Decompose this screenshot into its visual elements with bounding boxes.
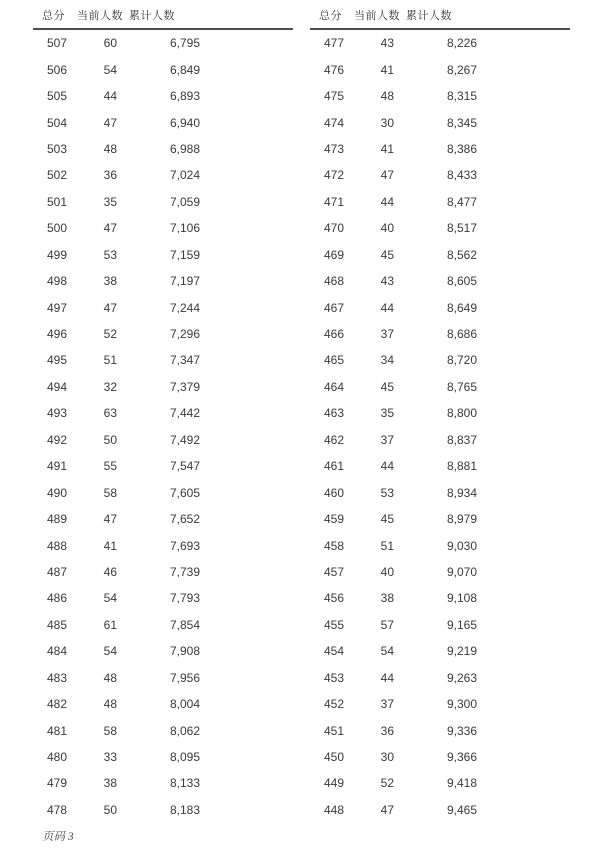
current-count-cell: 46: [103, 564, 117, 579]
table-row: [33, 612, 293, 638]
score-cell: 461: [323, 459, 344, 474]
cumulative-count-cell: 7,442: [169, 406, 200, 421]
current-count-cell: 53: [380, 485, 394, 500]
current-count-cell: 45: [380, 512, 394, 527]
cumulative-count-cell: 7,652: [169, 512, 200, 527]
cumulative-count-cell: 8,267: [446, 62, 477, 77]
current-count-cell: 47: [103, 300, 117, 315]
current-count-cell: 60: [103, 36, 117, 51]
cumulative-count-cell: 7,547: [169, 459, 200, 474]
score-cell: 451: [323, 723, 344, 738]
cumulative-count-cell: 9,165: [446, 617, 477, 632]
score-cell: 504: [46, 115, 67, 130]
score-cell: 506: [46, 62, 67, 77]
table-row: [33, 532, 293, 558]
current-count-cell: 43: [380, 36, 394, 51]
table-row: [33, 479, 293, 505]
score-cell: 469: [323, 247, 344, 262]
cumulative-count-cell: 9,108: [446, 591, 477, 606]
column-header-score: 总分: [42, 10, 65, 22]
current-count-cell: 47: [380, 168, 394, 183]
score-cell: 466: [323, 327, 344, 342]
cumulative-count-cell: 6,849: [169, 62, 200, 77]
current-count-cell: 52: [103, 327, 117, 342]
score-cell: 480: [46, 750, 67, 765]
table-row: [310, 585, 570, 611]
table-row: [310, 797, 570, 823]
cumulative-count-cell: 8,477: [446, 194, 477, 209]
cumulative-count-cell: 8,686: [446, 327, 477, 342]
score-cell: 456: [323, 591, 344, 606]
score-cell: 494: [46, 379, 67, 394]
table-row: [33, 453, 293, 479]
cumulative-count-cell: 9,366: [446, 750, 477, 765]
current-count-cell: 33: [103, 750, 117, 765]
table-row: [310, 612, 570, 638]
table-row: [33, 347, 293, 373]
table-row: [33, 665, 293, 691]
score-cell: 474: [323, 115, 344, 130]
column-header-cumulative-count: 累计人数: [129, 10, 175, 22]
table-row: [310, 136, 570, 162]
table-row: [310, 30, 570, 56]
current-count-cell: 48: [103, 141, 117, 156]
table-body-right: [310, 30, 570, 823]
cumulative-count-cell: 8,095: [169, 750, 200, 765]
cumulative-count-cell: 8,062: [169, 723, 200, 738]
current-count-cell: 45: [380, 247, 394, 262]
cumulative-count-cell: 8,881: [446, 459, 477, 474]
table-row: [33, 506, 293, 532]
cumulative-count-cell: 8,934: [446, 485, 477, 500]
score-cell: 493: [46, 406, 67, 421]
table-row: [310, 268, 570, 294]
score-cell: 467: [323, 300, 344, 315]
score-cell: 477: [323, 36, 344, 51]
current-count-cell: 35: [380, 406, 394, 421]
current-count-cell: 55: [103, 459, 117, 474]
table-body-left: [33, 30, 293, 823]
current-count-cell: 50: [103, 432, 117, 447]
current-count-cell: 41: [380, 141, 394, 156]
table-row: [310, 189, 570, 215]
current-count-cell: 38: [380, 591, 394, 606]
current-count-cell: 54: [103, 591, 117, 606]
cumulative-count-cell: 7,793: [169, 591, 200, 606]
cumulative-count-cell: 8,004: [169, 697, 200, 712]
current-count-cell: 54: [103, 644, 117, 659]
table-row: [33, 585, 293, 611]
table-row: [310, 532, 570, 558]
cumulative-count-cell: 7,605: [169, 485, 200, 500]
cumulative-count-cell: 7,908: [169, 644, 200, 659]
cumulative-count-cell: 8,649: [446, 300, 477, 315]
cumulative-count-cell: 9,465: [446, 802, 477, 817]
current-count-cell: 52: [380, 776, 394, 791]
cumulative-count-cell: 9,030: [446, 538, 477, 553]
table-row: [310, 83, 570, 109]
cumulative-count-cell: 8,315: [446, 89, 477, 104]
current-count-cell: 45: [380, 379, 394, 394]
score-cell: 455: [323, 617, 344, 632]
table-row: [33, 242, 293, 268]
score-cell: 489: [46, 512, 67, 527]
current-count-cell: 40: [380, 221, 394, 236]
table-row: [310, 479, 570, 505]
cumulative-count-cell: 8,386: [446, 141, 477, 156]
score-cell: 473: [323, 141, 344, 156]
score-cell: 495: [46, 353, 67, 368]
current-count-cell: 57: [380, 617, 394, 632]
table-row: [33, 162, 293, 188]
score-cell: 453: [323, 670, 344, 685]
current-count-cell: 41: [380, 62, 394, 77]
cumulative-count-cell: 6,795: [169, 36, 200, 51]
table-row: [33, 559, 293, 585]
score-cell: 500: [46, 221, 67, 236]
page-number: 页码 3: [42, 831, 74, 843]
current-count-cell: 53: [103, 247, 117, 262]
current-count-cell: 30: [380, 750, 394, 765]
table-row: [33, 268, 293, 294]
score-cell: 463: [323, 406, 344, 421]
score-cell: 487: [46, 564, 67, 579]
table-row: [310, 506, 570, 532]
table-row: [33, 374, 293, 400]
current-count-cell: 47: [380, 802, 394, 817]
cumulative-count-cell: 8,345: [446, 115, 477, 130]
current-count-cell: 44: [103, 89, 117, 104]
table-row: [33, 717, 293, 743]
score-cell: 503: [46, 141, 67, 156]
score-cell: 459: [323, 512, 344, 527]
current-count-cell: 44: [380, 194, 394, 209]
current-count-cell: 61: [103, 617, 117, 632]
cumulative-count-cell: 7,106: [169, 221, 200, 236]
score-cell: 484: [46, 644, 67, 659]
cumulative-count-cell: 8,765: [446, 379, 477, 394]
cumulative-count-cell: 7,739: [169, 564, 200, 579]
table-row: [33, 427, 293, 453]
current-count-cell: 37: [380, 327, 394, 342]
score-cell: 498: [46, 274, 67, 289]
score-cell: 478: [46, 802, 67, 817]
score-cell: 472: [323, 168, 344, 183]
score-cell: 457: [323, 564, 344, 579]
score-cell: 460: [323, 485, 344, 500]
table-row: [310, 559, 570, 585]
cumulative-count-cell: 6,893: [169, 89, 200, 104]
cumulative-count-cell: 7,379: [169, 379, 200, 394]
score-cell: 481: [46, 723, 67, 738]
table-row: [310, 717, 570, 743]
current-count-cell: 40: [380, 564, 394, 579]
table-row: [33, 770, 293, 796]
table-row: [33, 109, 293, 135]
score-cell: 501: [46, 194, 67, 209]
current-count-cell: 51: [103, 353, 117, 368]
current-count-cell: 58: [103, 485, 117, 500]
table-row: [310, 347, 570, 373]
current-count-cell: 58: [103, 723, 117, 738]
current-count-cell: 37: [380, 697, 394, 712]
table-row: [33, 30, 293, 56]
table-row: [33, 400, 293, 426]
current-count-cell: 63: [103, 406, 117, 421]
score-cell: 499: [46, 247, 67, 262]
current-count-cell: 36: [103, 168, 117, 183]
cumulative-count-cell: 8,837: [446, 432, 477, 447]
score-cell: 458: [323, 538, 344, 553]
table-row: [310, 215, 570, 241]
score-cell: 488: [46, 538, 67, 553]
current-count-cell: 35: [103, 194, 117, 209]
score-cell: 483: [46, 670, 67, 685]
cumulative-count-cell: 8,433: [446, 168, 477, 183]
table-row: [33, 215, 293, 241]
table-row: [33, 189, 293, 215]
cumulative-count-cell: 7,296: [169, 327, 200, 342]
score-cell: 486: [46, 591, 67, 606]
score-cell: 491: [46, 459, 67, 474]
cumulative-count-cell: 7,492: [169, 432, 200, 447]
cumulative-count-cell: 8,800: [446, 406, 477, 421]
cumulative-count-cell: 7,347: [169, 353, 200, 368]
cumulative-count-cell: 8,183: [169, 802, 200, 817]
cumulative-count-cell: 7,693: [169, 538, 200, 553]
score-cell: 454: [323, 644, 344, 659]
table-row: [310, 294, 570, 320]
cumulative-count-cell: 7,059: [169, 194, 200, 209]
table-row: [310, 453, 570, 479]
current-count-cell: 43: [380, 274, 394, 289]
column-header-current-count: 当前人数: [77, 10, 123, 22]
table-row: [310, 665, 570, 691]
current-count-cell: 44: [380, 670, 394, 685]
table-row: [310, 427, 570, 453]
current-count-cell: 50: [103, 802, 117, 817]
cumulative-count-cell: 8,517: [446, 221, 477, 236]
current-count-cell: 48: [103, 697, 117, 712]
table-row: [310, 56, 570, 82]
score-cell: 471: [323, 194, 344, 209]
cumulative-count-cell: 8,226: [446, 36, 477, 51]
current-count-cell: 48: [380, 89, 394, 104]
score-cell: 475: [323, 89, 344, 104]
score-cell: 462: [323, 432, 344, 447]
cumulative-count-cell: 7,854: [169, 617, 200, 632]
current-count-cell: 30: [380, 115, 394, 130]
current-count-cell: 47: [103, 115, 117, 130]
table-row: [310, 400, 570, 426]
current-count-cell: 38: [103, 274, 117, 289]
current-count-cell: 38: [103, 776, 117, 791]
table-row: [33, 136, 293, 162]
cumulative-count-cell: 7,197: [169, 274, 200, 289]
cumulative-count-cell: 8,720: [446, 353, 477, 368]
score-cell: 496: [46, 327, 67, 342]
table-row: [310, 109, 570, 135]
column-header-current-count: 当前人数: [354, 10, 400, 22]
cumulative-count-cell: 9,263: [446, 670, 477, 685]
current-count-cell: 44: [380, 459, 394, 474]
score-cell: 497: [46, 300, 67, 315]
score-cell: 468: [323, 274, 344, 289]
current-count-cell: 44: [380, 300, 394, 315]
table-row: [310, 162, 570, 188]
table-row: [33, 321, 293, 347]
score-cell: 482: [46, 697, 67, 712]
table-row: [310, 744, 570, 770]
cumulative-count-cell: 7,024: [169, 168, 200, 183]
cumulative-count-cell: 9,300: [446, 697, 477, 712]
current-count-cell: 48: [103, 670, 117, 685]
table-row: [310, 242, 570, 268]
cumulative-count-cell: 7,956: [169, 670, 200, 685]
score-cell: 479: [46, 776, 67, 791]
table-header-right: [310, 0, 570, 28]
current-count-cell: 54: [103, 62, 117, 77]
current-count-cell: 47: [103, 221, 117, 236]
score-cell: 490: [46, 485, 67, 500]
score-cell: 465: [323, 353, 344, 368]
table-row: [33, 797, 293, 823]
score-cell: 470: [323, 221, 344, 236]
score-cell: 485: [46, 617, 67, 632]
cumulative-count-cell: 8,562: [446, 247, 477, 262]
cumulative-count-cell: 6,940: [169, 115, 200, 130]
cumulative-count-cell: 7,159: [169, 247, 200, 262]
cumulative-count-cell: 8,979: [446, 512, 477, 527]
column-header-cumulative-count: 累计人数: [406, 10, 452, 22]
score-cell: 449: [323, 776, 344, 791]
current-count-cell: 51: [380, 538, 394, 553]
table-row: [310, 691, 570, 717]
column-header-score: 总分: [319, 10, 342, 22]
cumulative-count-cell: 9,418: [446, 776, 477, 791]
table-row: [310, 321, 570, 347]
table-row: [33, 638, 293, 664]
current-count-cell: 34: [380, 353, 394, 368]
score-cell: 507: [46, 36, 67, 51]
score-cell: 464: [323, 379, 344, 394]
current-count-cell: 41: [103, 538, 117, 553]
table-row: [310, 374, 570, 400]
table-row: [33, 691, 293, 717]
cumulative-count-cell: 8,605: [446, 274, 477, 289]
current-count-cell: 32: [103, 379, 117, 394]
score-cell: 452: [323, 697, 344, 712]
score-cell: 476: [323, 62, 344, 77]
current-count-cell: 47: [103, 512, 117, 527]
score-cell: 450: [323, 750, 344, 765]
table-header-left: [33, 0, 293, 28]
table-row: [33, 83, 293, 109]
current-count-cell: 54: [380, 644, 394, 659]
score-table-left: [33, 0, 293, 823]
score-cell: 505: [46, 89, 67, 104]
current-count-cell: 37: [380, 432, 394, 447]
current-count-cell: 36: [380, 723, 394, 738]
cumulative-count-cell: 9,070: [446, 564, 477, 579]
table-row: [310, 638, 570, 664]
score-cell: 492: [46, 432, 67, 447]
cumulative-count-cell: 9,336: [446, 723, 477, 738]
cumulative-count-cell: 6,988: [169, 141, 200, 156]
cumulative-count-cell: 7,244: [169, 300, 200, 315]
table-row: [33, 294, 293, 320]
table-row: [33, 56, 293, 82]
score-cell: 448: [323, 802, 344, 817]
table-row: [310, 770, 570, 796]
cumulative-count-cell: 9,219: [446, 644, 477, 659]
score-table-right: [310, 0, 570, 823]
table-row: [33, 744, 293, 770]
cumulative-count-cell: 8,133: [169, 776, 200, 791]
score-cell: 502: [46, 168, 67, 183]
